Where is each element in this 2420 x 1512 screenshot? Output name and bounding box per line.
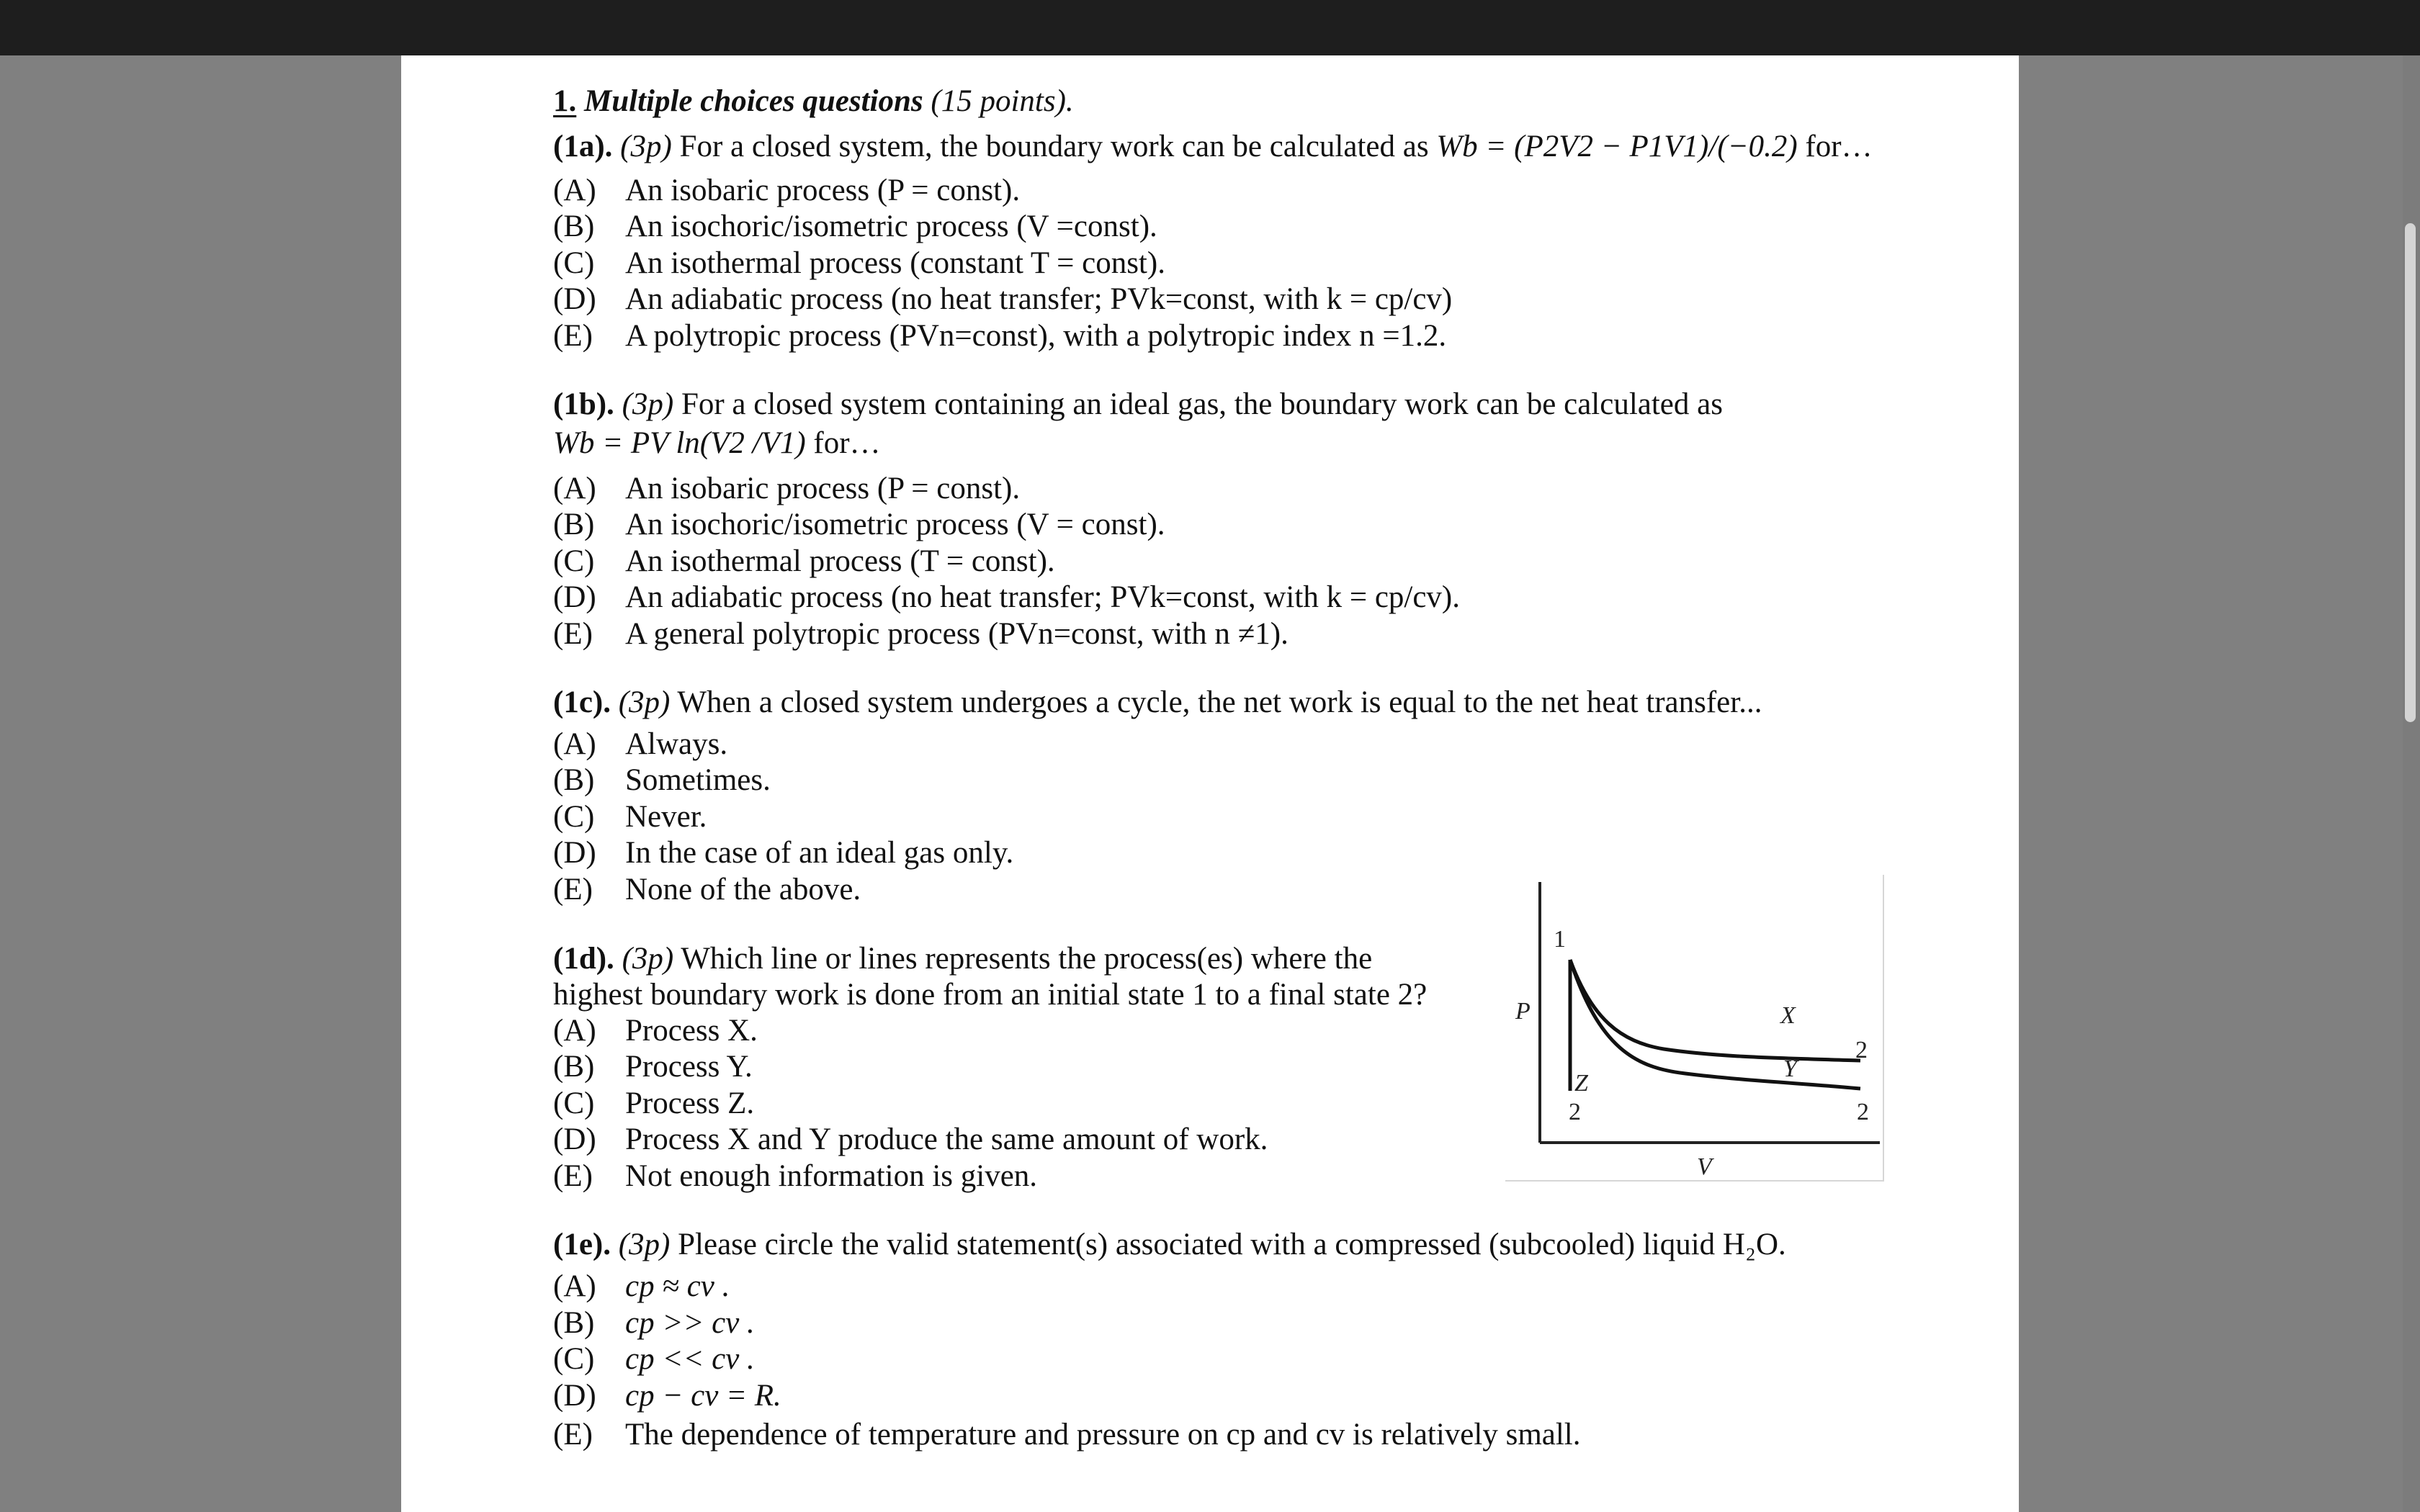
q1b-formula-line	[553, 425, 881, 462]
q1b-tail: for…	[813, 426, 881, 460]
process-z-label: Z	[1574, 1070, 1588, 1097]
q1b-stem	[553, 386, 1723, 423]
question-title: Multiple choices questions	[584, 84, 923, 118]
q1c-text: When a closed system undergoes a cycle, the net work is equal to the net heat transfer...	[677, 685, 1762, 719]
q1e-label: (1e).	[553, 1228, 611, 1261]
q1d-text: Which line or lines represents the process(es) where the	[681, 942, 1373, 976]
q1d-option-c[interactable]: (C) Process Z.	[553, 1086, 755, 1120]
q1d-option-a[interactable]: (A) Process X.	[553, 1014, 758, 1048]
pv-diagram	[1505, 875, 1884, 1182]
q1b-formula: Wb = PV ln(V2 /V1)	[553, 426, 806, 460]
q1e-option-d[interactable]: (D) cp − cv = R.	[553, 1379, 781, 1413]
q1e-option-a[interactable]: (A) cp ≈ cv .	[553, 1269, 730, 1303]
question-number: 1.	[553, 84, 577, 118]
q1a-stem	[553, 128, 1873, 166]
q1a-option-b[interactable]: (B) An isochoric/isometric process (V =const).	[553, 210, 1157, 243]
q1d-option-d[interactable]: (D) Process X and Y produce the same amount of work.	[553, 1122, 1268, 1156]
q1b-points: (3p)	[622, 387, 674, 421]
state-2-label-x: 2	[1855, 1037, 1868, 1063]
question-points: (15 points).	[931, 84, 1074, 118]
q1a-label: (1a).	[553, 130, 613, 163]
q1c-option-c[interactable]: (C) Never.	[553, 800, 707, 834]
q1e-option-b[interactable]: (B) cp >> cv .	[553, 1306, 755, 1340]
q1a-option-c[interactable]: (C) An isothermal process (constant T = const).	[553, 246, 1165, 280]
q1d-label: (1d).	[553, 942, 614, 976]
q1d-stem-line2: highest boundary work is done from an initial state 1 to a final state 2?	[553, 978, 1428, 1012]
q1a-formula: Wb = (P2V2 − P1V1)/(−0.2)	[1436, 130, 1798, 163]
q1d-points: (3p)	[622, 942, 674, 976]
question-heading	[553, 83, 1074, 120]
q1b-option-b[interactable]: (B) An isochoric/isometric process (V = const).	[553, 508, 1165, 541]
q1b-option-e[interactable]: (E) A general polytropic process (PVn=const, with n ≠1).	[553, 617, 1289, 651]
q1b-label: (1b).	[553, 387, 614, 421]
q1c-label: (1c).	[553, 685, 611, 719]
pv-diagram-svg	[1505, 875, 1884, 1182]
q1d-option-e[interactable]: (E) Not enough information is given.	[553, 1159, 1038, 1193]
process-y-label: Y	[1783, 1056, 1797, 1082]
q1b-text: For a closed system containing an ideal gas, the boundary work can be calculated as	[681, 387, 1723, 421]
scrollbar-thumb[interactable]	[2405, 223, 2416, 722]
q1a-option-e[interactable]: (E) A polytropic process (PVn=const), with a polytropic index n =1.2.	[553, 319, 1447, 353]
q1e-points: (3p)	[618, 1228, 671, 1261]
q1b-option-c[interactable]: (C) An isothermal process (T = const).	[553, 544, 1055, 578]
q1e-stem	[553, 1226, 1786, 1264]
q1a-option-d[interactable]: (D) An adiabatic process (no heat transfer; PVk=const, with k = cp/cv)	[553, 282, 1453, 316]
q1c-stem	[553, 684, 1762, 721]
q1a-tail: for…	[1805, 130, 1873, 163]
q1c-option-a[interactable]: (A) Always.	[553, 727, 728, 761]
q1e-option-e[interactable]: (E) The dependence of temperature and pressure on cp and cv is relatively small.	[553, 1418, 1581, 1452]
q1c-option-d[interactable]: (D) In the case of an ideal gas only.	[553, 836, 1014, 870]
process-x-label: X	[1780, 1002, 1796, 1029]
q1e-option-c[interactable]: (C) cp << cv .	[553, 1342, 755, 1376]
q1b-option-a[interactable]: (A) An isobaric process (P = const).	[553, 472, 1021, 505]
q1c-option-e[interactable]: (E) None of the above.	[553, 873, 861, 906]
q1e-text: Please circle the valid statement(s) associated with a compressed (subcooled) liquid H₂O.	[678, 1228, 1786, 1261]
q1a-option-a[interactable]: (A) An isobaric process (P = const).	[553, 174, 1021, 207]
state-2-label-y: 2	[1857, 1099, 1869, 1125]
state-2-label-z: 2	[1569, 1099, 1581, 1125]
q1d-stem	[553, 940, 1372, 978]
state-1-label: 1	[1554, 926, 1566, 953]
q1a-text: For a closed system, the boundary work can be calculated as	[679, 130, 1429, 163]
q1b-option-d[interactable]: (D) An adiabatic process (no heat transfer; PVk=const, with k = cp/cv).	[553, 580, 1461, 614]
q1a-points: (3p)	[620, 130, 672, 163]
v-axis-label: V	[1697, 1153, 1712, 1180]
q1d-option-b[interactable]: (B) Process Y.	[553, 1050, 753, 1084]
q1c-option-b[interactable]: (B) Sometimes.	[553, 763, 771, 797]
q1c-points: (3p)	[618, 685, 671, 719]
process-y-curve	[1570, 960, 1860, 1089]
viewer-top-bar	[0, 0, 2420, 55]
process-x-curve	[1570, 960, 1860, 1061]
p-axis-label: P	[1515, 998, 1531, 1025]
